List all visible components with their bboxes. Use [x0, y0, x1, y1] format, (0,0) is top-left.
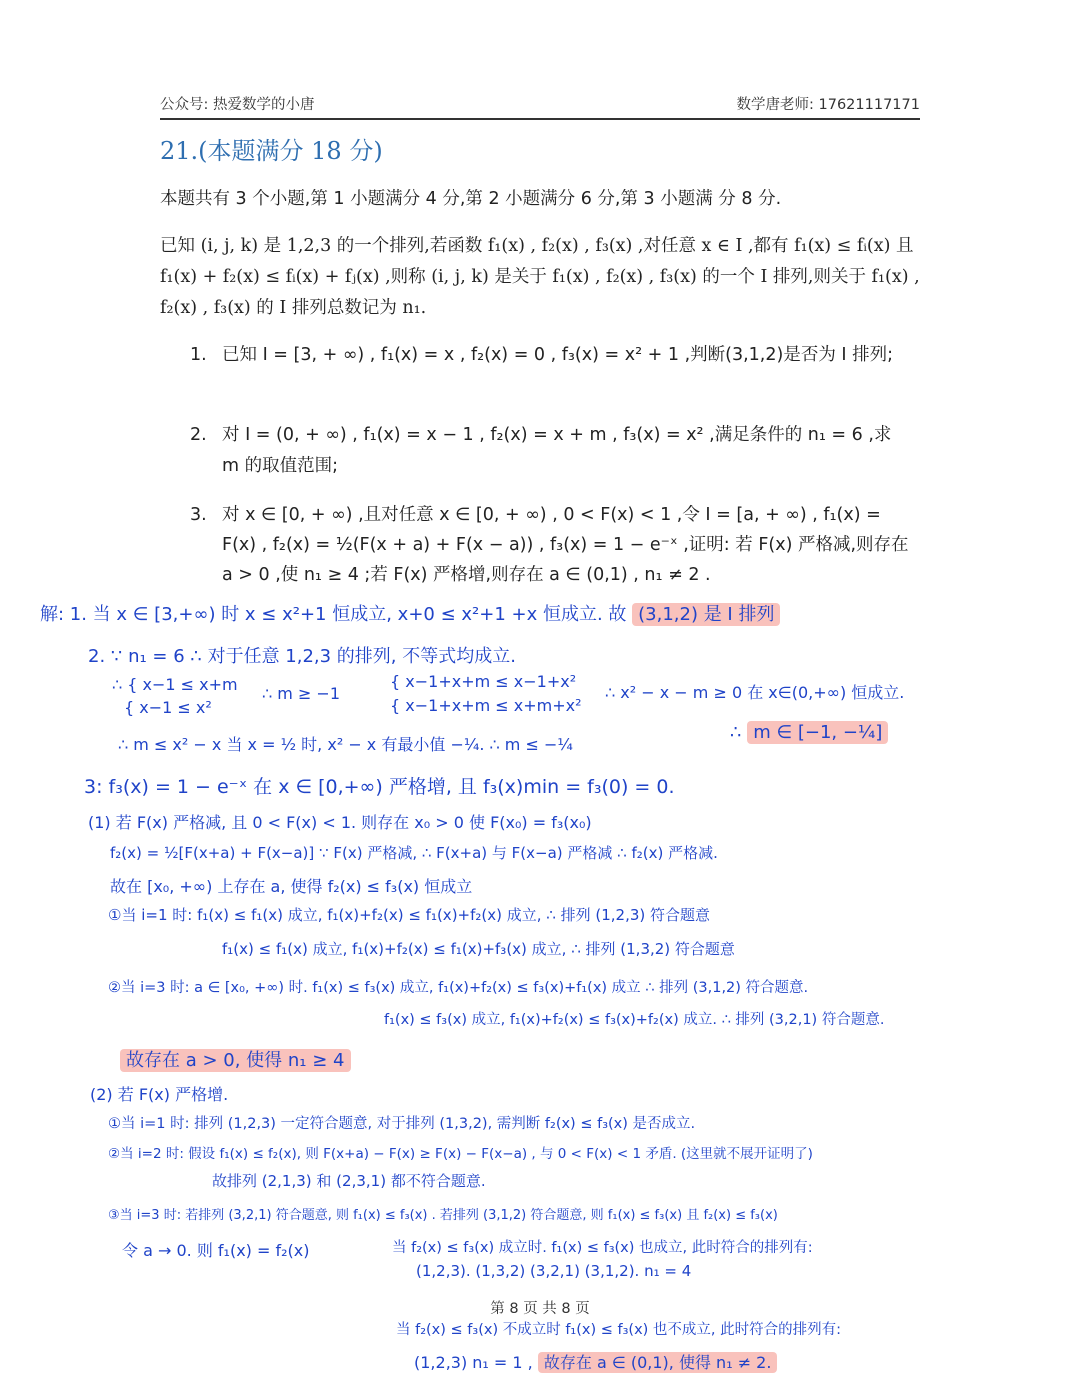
hw-line: 当 f₂(x) ≤ f₃(x) 成立时. f₁(x) ≤ f₃(x) 也成立, 此时符合的排列有:	[392, 1240, 813, 1256]
question-text: 对 x ∈ [0, + ∞) ,且对任意 x ∈ [0, + ∞) , 0 < F(x) < 1 ,令 I = [a, + ∞) , f₁(x) = F(x) , f₂(x) = ½(F(x + a) + F(x − a)) , f₃(x) = 1 − e⁻ˣ ,证明: 若 F(x) 严格减,则存在 a > 0 ,使 n₁ ≥ 4 ;若 F(x) 严格增,则存在 a ∈ (0,1) , n₁ ≠ 2 .	[222, 505, 909, 585]
problem-given: 已知 (i, j, k) 是 1,2,3 的一个排列,若函数 f₁(x) , f₂(x) , f₃(x) ,对任意 x ∈ I ,都有 f₁(x) ≤ fᵢ(x) 且 f₁(x) + f₂(x) ≤ fᵢ(x) + fⱼ(x) ,则称 (i, j, k) 是关于 f₁(x) , f₂(x) , f₃(x) 的一个 I 排列,则关于 f₁(x) , f₂(x) , f₃(x) 的 I 排列总数记为 n₁.	[160, 236, 920, 318]
problem-title: 21.(本题满分 18 分)	[160, 137, 383, 165]
hw-line: ∴ m ≥ −1	[262, 684, 341, 703]
hw-line: { x−1+x+m ≤ x+m+x²	[390, 696, 582, 715]
header-left: 公众号: 热爱数学的小唐	[160, 97, 315, 113]
hw-line: ②当 i=3 时: a ∈ [x₀, +∞) 时. f₁(x) ≤ f₃(x) 成立, f₁(x)+f₂(x) ≤ f₃(x)+f₁(x) 成立 ∴ 排列 (3,1,2) 符合题意.	[108, 980, 809, 996]
hw-line: { x−1 ≤ x²	[124, 698, 212, 717]
hw-line: ③当 i=3 时: 若排列 (3,2,1) 符合题意, 则 f₁(x) ≤ f₃(x) . 若排列 (3,1,2) 符合题意, 则 f₁(x) ≤ f₃(x) 且 f₂(x) ≤ f₃(x)	[108, 1208, 778, 1223]
hw-line: f₁(x) ≤ f₃(x) 成立, f₁(x)+f₂(x) ≤ f₃(x)+f₂(x) 成立. ∴ 排列 (3,2,1) 符合题意.	[384, 1012, 885, 1028]
hw-line: (2) 若 F(x) 严格增.	[90, 1085, 229, 1104]
hw-line: 故排列 (2,1,3) 和 (2,3,1) 都不符合题意.	[212, 1172, 486, 1190]
hw-line: ∴ { x−1 ≤ x+m	[112, 675, 238, 694]
hw-line: ①当 i=1 时: f₁(x) ≤ f₁(x) 成立, f₁(x)+f₂(x) ≤ f₁(x)+f₂(x) 成立, ∴ 排列 (1,2,3) 符合题意	[108, 906, 711, 924]
hw-line: f₂(x) = ½[F(x+a) + F(x−a)] ∵ F(x) 严格减, ∴ F(x+a) 与 F(x−a) 严格减 ∴ f₂(x) 严格减.	[110, 844, 718, 862]
highlight-answer-1: (3,1,2) 是 I 排列	[632, 603, 780, 626]
hw-line: ∴ m ≤ x² − x 当 x = ½ 时, x² − x 有最小值 −¼. ∴ m ≤ −¼	[118, 735, 573, 754]
hw-line: (1) 若 F(x) 严格减, 且 0 < F(x) < 1. 则存在 x₀ > 0 使 F(x₀) = f₃(x₀)	[88, 813, 592, 832]
hw-line: ∴ m ∈ [−1, −¼]	[730, 722, 888, 743]
highlight-answer-2: m ∈ [−1, −¼]	[747, 721, 888, 744]
hw-line: 故在 [x₀, +∞) 上存在 a, 使得 f₂(x) ≤ f₃(x) 恒成立	[110, 877, 473, 896]
hw-line: (1,2,3). (1,3,2) (3,2,1) (3,1,2). n₁ = 4	[416, 1262, 692, 1280]
header-divider	[160, 118, 920, 120]
hw-line	[120, 1046, 351, 1072]
question-text: 已知 I = [3, + ∞) , f₁(x) = x , f₂(x) = 0 , f₃(x) = x² + 1 ,判断(3,1,2)是否为 I 排列;	[222, 345, 893, 365]
hw-line: 当 f₂(x) ≤ f₃(x) 不成立时 f₁(x) ≤ f₃(x) 也不成立, 此时符合的排列有:	[396, 1322, 842, 1338]
header-right: 数学唐老师: 17621117171	[736, 97, 920, 113]
page-header	[160, 88, 920, 114]
hw-line: { x−1+x+m ≤ x−1+x²	[390, 672, 577, 691]
question-number: 1.	[190, 345, 207, 365]
highlight-answer-3a: 故存在 a > 0, 使得 n₁ ≥ 4	[120, 1049, 351, 1072]
question-text: 对 I = (0, + ∞) , f₁(x) = x − 1 , f₂(x) = x + m , f₃(x) = x² ,满足条件的 n₁ = 6 ,求 m 的取值范围;	[222, 425, 892, 476]
hw-line: ∴ x² − x − m ≥ 0 在 x∈(0,+∞) 恒成立.	[605, 683, 905, 702]
highlight-answer-3b: 故存在 a ∈ (0,1), 使得 n₁ ≠ 2.	[538, 1352, 778, 1373]
hw-line: 令 a → 0. 则 f₁(x) = f₂(x)	[122, 1241, 310, 1260]
hw-line: 解: 1. 当 x ∈ [3,+∞) 时 x ≤ x²+1 恒成立, x+0 ≤ x²+1 +x 恒成立. 故 (3,1,2) 是 I 排列	[40, 600, 780, 626]
problem-intro: 本题共有 3 个小题,第 1 小题满分 4 分,第 2 小题满分 6 分,第 3 小题满 分 8 分.	[160, 189, 782, 209]
question-number: 3.	[190, 505, 207, 525]
hw-line: ②当 i=2 时: 假设 f₁(x) ≤ f₂(x), 则 F(x+a) − F(x) ≥ F(x) − F(x−a) , 与 0 < F(x) < 1 矛盾. (这里就不展开证明了)	[108, 1146, 813, 1162]
hw-line: 3: f₃(x) = 1 − e⁻ˣ 在 x ∈ [0,+∞) 严格增, 且 f₃(x)min = f₃(0) = 0.	[84, 776, 675, 798]
hw-line: 2. ∵ n₁ = 6 ∴ 对于任意 1,2,3 的排列, 不等式均成立.	[88, 646, 516, 667]
question-number: 2.	[190, 425, 207, 445]
page-footer: 第 8 页 共 8 页	[490, 1301, 590, 1317]
hw-line: f₁(x) ≤ f₁(x) 成立, f₁(x)+f₂(x) ≤ f₁(x)+f₃(x) 成立, ∴ 排列 (1,3,2) 符合题意	[222, 940, 735, 958]
hw-line: ①当 i=1 时: 排列 (1,2,3) 一定符合题意, 对于排列 (1,3,2), 需判断 f₂(x) ≤ f₃(x) 是否成立.	[108, 1116, 696, 1132]
hw-line: (1,2,3) n₁ = 1 , 故存在 a ∈ (0,1), 使得 n₁ ≠ 2.	[414, 1350, 777, 1373]
